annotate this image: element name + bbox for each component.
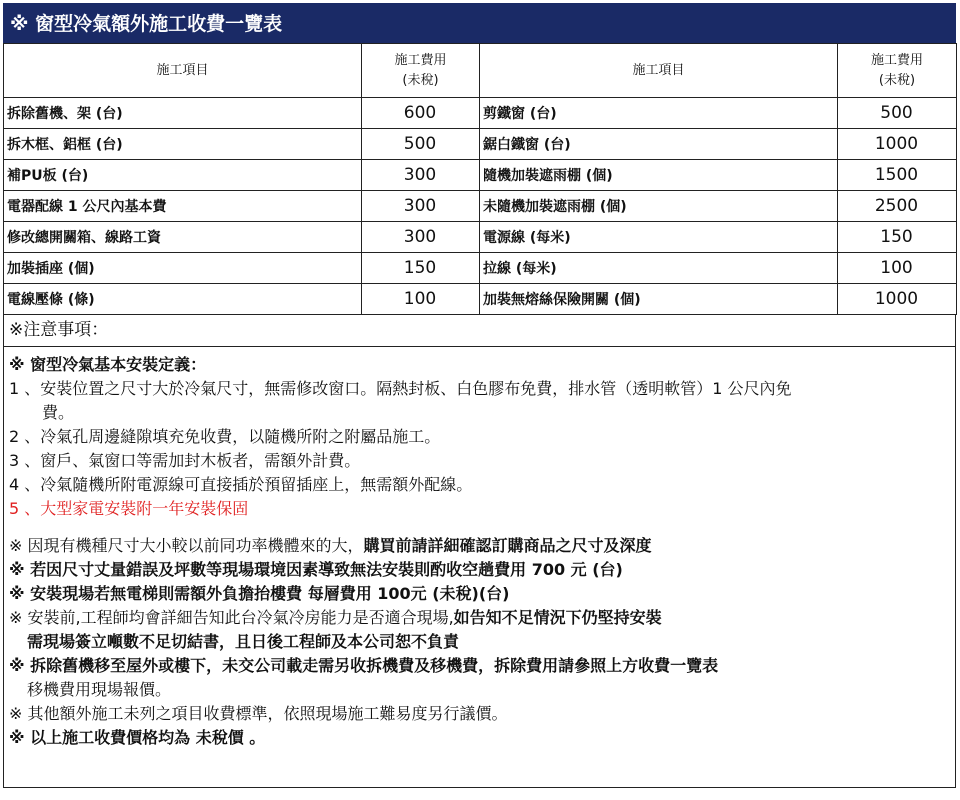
right-fee: 1000 (838, 284, 957, 315)
left-fee: 100 (362, 284, 480, 315)
header-fee-right (838, 44, 957, 98)
table-row (4, 284, 957, 315)
right-fee: 2500 (838, 191, 957, 222)
right-fee: 1500 (838, 160, 957, 191)
remark-tax-excluded: ※ 以上施工收費價格均為 未稅價 。 (9, 728, 266, 747)
remark-old-unit-removal: ※ 拆除舊機移至屋外或樓下，未交公司載走需另收拆機費及移機費，拆除費用請參照上方收費一覽表 (9, 656, 719, 675)
header-item-right: 施工項目 (480, 44, 838, 98)
remark-emphasis: 購買前請詳細確認訂購商品之尺寸及深度 (363, 536, 652, 555)
left-fee: 300 (362, 160, 480, 191)
table-row (4, 129, 957, 160)
right-fee: 1000 (838, 129, 957, 160)
definition-title: ※ 窗型冷氣基本安裝定義： (9, 355, 207, 374)
remark-cooling-capacity-continued: 需現場簽立噸數不足切結書，且日後工程師及本公司恕不負責 (27, 632, 460, 651)
remark-text: ※ 因現有機種尺寸大小較以前同功率機體來的大， (9, 536, 364, 555)
remark-cooling-capacity (9, 606, 949, 630)
left-item: 電線壓條 (條) (4, 284, 362, 315)
table-row (4, 222, 957, 253)
notes-heading: ※注意事項： (3, 315, 956, 347)
remark-stairs-fee: ※ 安裝現場若無電梯則需額外負擔抬樓費 每層費用 100元 (未稅)(台) (9, 584, 510, 603)
right-fee: 150 (838, 222, 957, 253)
left-item: 拆除舊機、架 (台) (4, 98, 362, 129)
left-item: 拆木框、鋁框 (台) (4, 129, 362, 160)
table-row (4, 191, 957, 222)
remark-text: ※ 安裝前,工程師均會詳細告知此台冷氣冷房能力是否適合現場, (9, 608, 454, 627)
right-item: 電源線 (每米) (480, 222, 838, 253)
left-item: 修改總開關箱、線路工資 (4, 222, 362, 253)
remark-old-unit-removal-continued: 移機費用現場報價。 (27, 680, 172, 699)
right-item: 鋸白鐵窗 (台) (480, 129, 838, 160)
remark-other-work: ※ 其他額外施工未列之項目收費標準，依照現場施工難易度另行議價。 (9, 704, 508, 723)
definition-item-1 (9, 377, 949, 425)
left-fee: 150 (362, 253, 480, 284)
right-item: 未隨機加裝遮雨棚 (個) (480, 191, 838, 222)
left-item: 加裝插座 (個) (4, 253, 362, 284)
notes-body (3, 347, 956, 788)
remark-emphasis: 如告知不足情況下仍堅持安裝 (453, 608, 662, 627)
table-row (4, 160, 957, 191)
header-fee-left (362, 44, 480, 98)
right-item: 剪鐵窗 (台) (480, 98, 838, 129)
remark-size (9, 534, 949, 558)
left-item: 補PU板 (台) (4, 160, 362, 191)
sheet-title: ※ 窗型冷氣額外施工收費一覽表 (3, 3, 956, 43)
right-item: 拉線 (每米) (480, 253, 838, 284)
definition-item-text: 1 、安裝位置之尺寸大於冷氣尺寸，無需修改窗口。隔熱封板、白色膠布免費，排水管（透明軟管）1 公尺內免 (9, 379, 792, 398)
header-fee-line1: 施工費用 (394, 52, 447, 68)
right-item: 隨機加裝遮雨棚 (個) (480, 160, 838, 191)
fee-table-header (4, 44, 957, 98)
left-fee: 300 (362, 222, 480, 253)
left-fee: 500 (362, 129, 480, 160)
definition-item-4: 4 、冷氣隨機所附電源線可直接插於預留插座上，無需額外配線。 (9, 475, 473, 494)
right-fee: 500 (838, 98, 957, 129)
definition-item-2: 2 、冷氣孔周邊縫隙填充免收費，以隨機所附之附屬品施工。 (9, 427, 441, 446)
right-item: 加裝無熔絲保險開關 (個) (480, 284, 838, 315)
left-fee: 600 (362, 98, 480, 129)
left-item: 電器配線 1 公尺內基本費 (4, 191, 362, 222)
header-fee-line2: (未稅) (402, 72, 439, 88)
fee-sheet (3, 3, 956, 788)
definition-item-continued: 費。 (42, 403, 75, 422)
table-row (4, 253, 957, 284)
table-row (4, 98, 957, 129)
definition-item-3: 3 、窗戶、氣窗口等需加封木板者，需額外計費。 (9, 451, 361, 470)
header-fee-line1: 施工費用 (870, 52, 923, 68)
left-fee: 300 (362, 191, 480, 222)
fee-table (3, 43, 957, 315)
remark-empty-trip-fee: ※ 若因尺寸丈量錯誤及坪數等現場環境因素導致無法安裝則酌收空趟費用 700 元 (台) (9, 560, 623, 579)
header-fee-line2: (未稅) (878, 72, 916, 88)
spacer (9, 521, 949, 534)
definition-item-5-warranty: 5 、大型家電安裝附一年安裝保固 (9, 499, 249, 518)
header-item-left: 施工項目 (4, 44, 362, 98)
right-fee: 100 (838, 253, 957, 284)
